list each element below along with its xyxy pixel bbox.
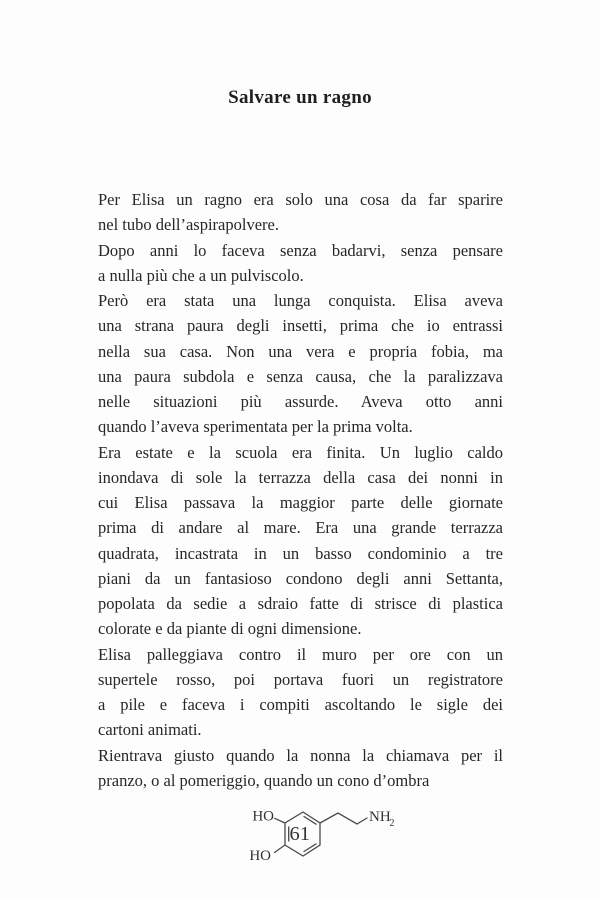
- text-line: colorate e da piante di ogni dimensione.: [98, 619, 362, 639]
- page-number: 61: [289, 823, 310, 845]
- amine-subscript: 2: [389, 818, 395, 829]
- text-line: Era estate e la scuola era finita. Un luglio caldo: [98, 442, 503, 462]
- text-line: piani da un fantasioso condono degli anni Settanta,: [98, 568, 503, 588]
- body-text: [98, 187, 503, 793]
- ethylamine-chain: [320, 813, 367, 824]
- text-line: Però era stata una lunga conquista. Elisa aveva: [98, 291, 503, 310]
- text-line: Rientrava giusto quando la nonna la chiamava per il: [98, 745, 503, 765]
- text-line: popolata da sedie a sdraio fatte di strisce di plastica: [98, 594, 503, 613]
- text-line: cui Elisa passava la maggior parte delle giornate: [98, 493, 503, 512]
- hydroxyl-top-label: HO: [252, 808, 274, 825]
- page-title: Salvare un ragno: [228, 87, 372, 108]
- text-line: quadrata, incastrata in un basso condominio a tre: [98, 543, 503, 563]
- text-line: pranzo, o al pomeriggio, quando un cono d’ombra: [98, 770, 430, 790]
- bond-hydroxyl-bottom: [275, 845, 286, 853]
- double-bond-bottom-right: [304, 844, 316, 852]
- text-line: Per Elisa un ragno era solo una cosa da far sparire: [98, 190, 503, 209]
- text-line: nella sua casa. Non una vera e propria fobia, ma: [98, 341, 503, 361]
- bond-hydroxyl-top: [275, 818, 285, 823]
- text-line: quando l’aveva sperimentata per la prima volta.: [98, 417, 413, 437]
- hydroxyl-bottom-label: HO: [249, 848, 271, 864]
- dopamine-molecule-page-number: [240, 795, 400, 870]
- text-line: nelle situazioni più assurde. Aveva otto anni: [98, 392, 503, 411]
- text-line: una strana paura degli insetti, prima che io entrassi: [98, 316, 503, 336]
- text-line: prima di andare al mare. Era una grande terrazza: [98, 518, 503, 538]
- text-line: cartoni animati.: [98, 720, 202, 740]
- text-line: inondava di sole la terrazza della casa dei nonni in: [98, 467, 503, 487]
- text-line: a pile e faceva i compiti ascoltando le sigle dei: [98, 695, 503, 714]
- text-line: nel tubo dell’aspirapolvere.: [98, 215, 279, 235]
- amine-label: NH: [369, 809, 391, 825]
- text-line: a nulla più che a un pulviscolo.: [98, 265, 304, 285]
- text-line: supertele rosso, poi portava fuori un registratore: [98, 669, 503, 689]
- text-line: una paura subdola e senza causa, che la paralizzava: [98, 366, 503, 386]
- text-line: Elisa palleggiava contro il muro per ore con un: [98, 644, 503, 664]
- text-line: Dopo anni lo faceva senza badarvi, senza pensare: [98, 240, 503, 260]
